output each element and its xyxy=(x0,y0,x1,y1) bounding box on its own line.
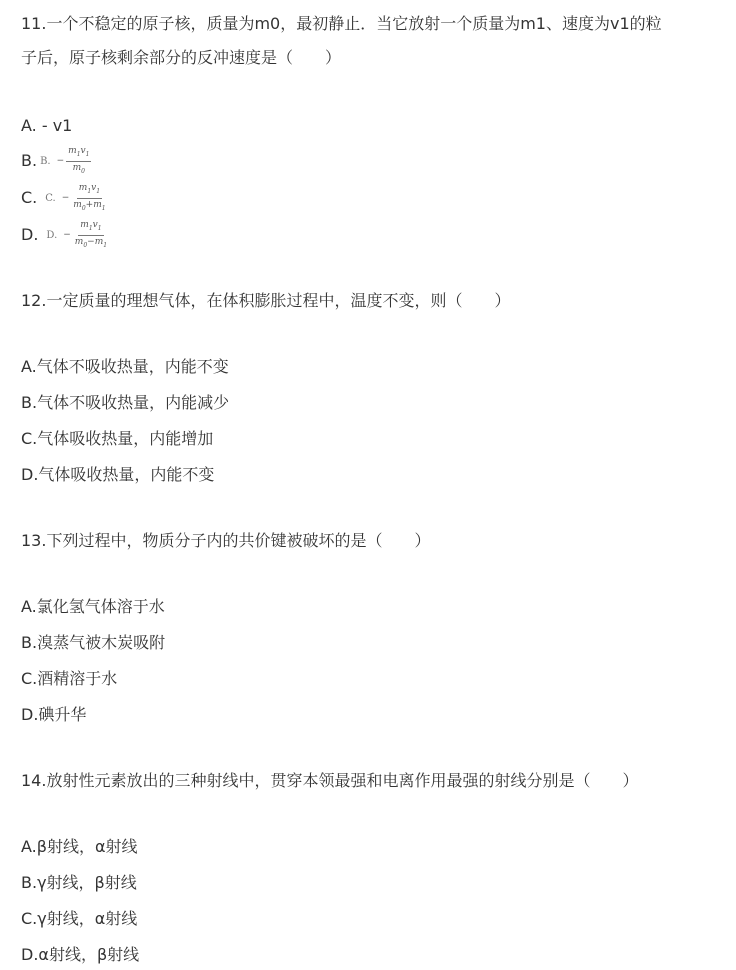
question-11-stem-line2: 子后，原子核剩余部分的反冲速度是（ ） xyxy=(21,48,342,67)
question-12-option-c: C.气体吸收热量，内能增加 xyxy=(21,429,214,448)
question-13-stem: 13.下列过程中，物质分子内的共价键被破坏的是（ ） xyxy=(21,531,431,550)
option-c-small-label: C. xyxy=(45,192,56,204)
question-11-stem-line1: 11.一个不稳定的原子核，质量为m0，最初静止．当它放射一个质量为m1、速度为v1的粒 xyxy=(21,14,662,33)
question-11-option-b xyxy=(21,146,91,177)
option-b-small-label: B. xyxy=(40,155,51,167)
option-d-formula: − $\frac{m_1v_1}{m_0-m_1}$ xyxy=(63,220,108,249)
question-14-option-a: A.β射线，α射线 xyxy=(21,837,138,856)
option-d-label: D. xyxy=(21,225,39,245)
question-14-option-d: D.α射线，β射线 xyxy=(21,945,140,964)
question-12-option-d: D.气体吸收热量，内能不变 xyxy=(21,465,215,484)
question-13-option-d: D.碘升华 xyxy=(21,705,87,724)
question-13-option-b: B.溴蒸气被木炭吸附 xyxy=(21,633,166,652)
option-d-small-label: D. xyxy=(46,229,58,241)
question-14-option-b: B.γ射线，β射线 xyxy=(21,873,137,892)
question-14-option-c: C.γ射线，α射线 xyxy=(21,909,138,928)
question-11-option-d xyxy=(21,220,109,251)
question-12-stem: 12.一定质量的理想气体，在体积膨胀过程中，温度不变，则（ ） xyxy=(21,291,511,310)
question-12-option-a: A.气体不吸收热量，内能不变 xyxy=(21,357,229,376)
option-b-formula: − $\frac{m_1v_1}{m_0}$ xyxy=(56,146,90,175)
question-12-option-b: B.气体不吸收热量，内能减少 xyxy=(21,393,230,412)
question-13-option-c: C.酒精溶于水 xyxy=(21,669,118,688)
option-b-label: B. xyxy=(21,151,38,171)
question-11-option-a: A. - v1 xyxy=(21,116,73,135)
question-13-option-a: A.氯化氢气体溶于水 xyxy=(21,597,165,616)
question-11-option-c xyxy=(21,183,108,214)
option-c-formula: − $\frac{m_1v_1}{m_0+m_1}$ xyxy=(61,183,106,212)
question-14-stem: 14.放射性元素放出的三种射线中，贯穿本领最强和电离作用最强的射线分别是（ ） xyxy=(21,771,639,790)
option-c-label: C. xyxy=(21,188,38,208)
